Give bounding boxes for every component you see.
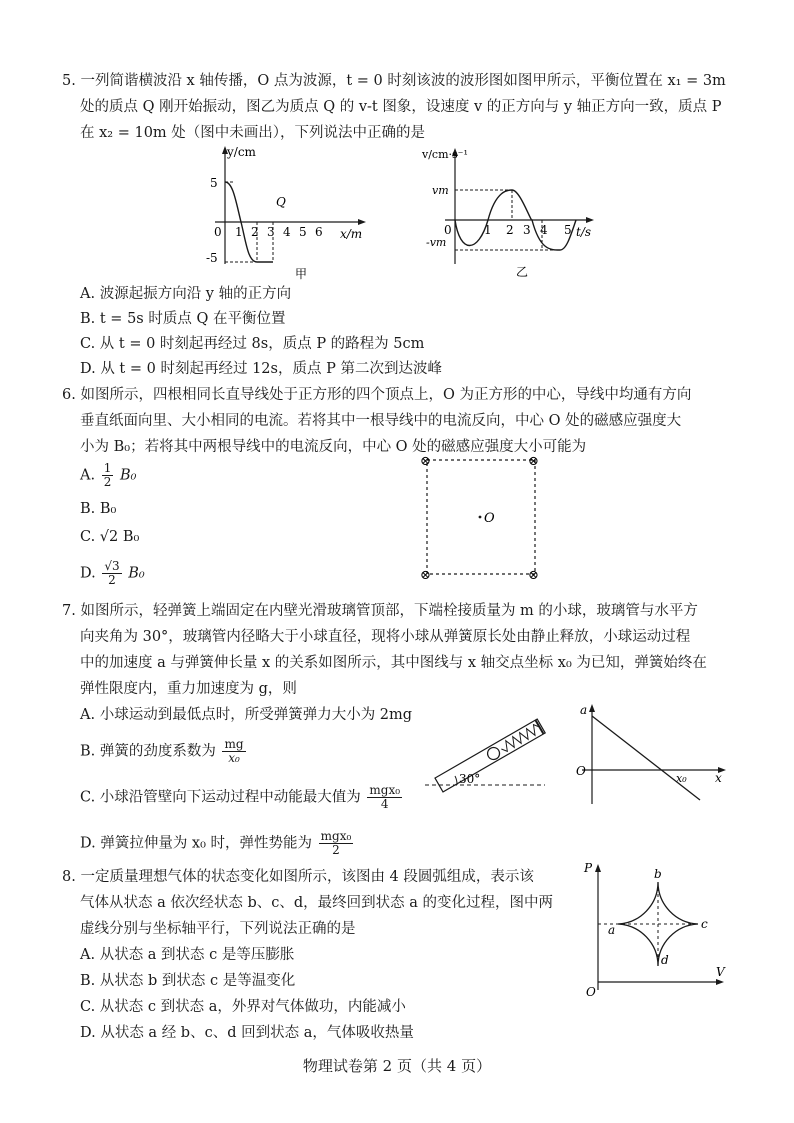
q6-option-d-fraction	[102, 560, 121, 587]
wire-bottom-left: ⊗	[420, 568, 431, 582]
q5-stem-line-2: 处的质点 Q 刚开始振动，图乙为质点 Q 的 v-t 图象，设速度 v 的正方向与 y 轴正方向一致，质点 P	[80, 99, 722, 115]
q5-option-b: B. t = 5s 时质点 Q 在平衡位置	[80, 311, 286, 327]
q6-option-a-label: A.	[80, 467, 96, 484]
q7-stem-line-1: 7. 如图所示，轻弹簧上端固定在内壁光滑玻璃管顶部，下端栓接质量为 m 的小球，玻璃管与水平方	[62, 603, 698, 619]
q6-stem-line-3: 小为 B₀；若将其中两根导线中的电流反向，中心 O 处的磁感应强度大小可能为	[80, 439, 587, 455]
q5-option-c: C. 从 t = 0 时刻起再经过 8s，质点 P 的路程为 5cm	[80, 336, 425, 352]
q7-stem-line-2: 向夹角为 30°，玻璃管内径略大于小球直径，现将小球从弹簧原长处由静止释放，小球运动过程	[80, 629, 691, 645]
pv-origin: O	[586, 985, 596, 999]
q8-option-a: A. 从状态 a 到状态 c 是等压膨胀	[80, 947, 295, 963]
q6-option-a-num: 1	[103, 461, 112, 475]
q7-option-d-den: 2	[332, 843, 340, 857]
q7-option-c-fraction	[367, 784, 402, 811]
q8-stem-line-2: 气体从状态 a 依次经状态 b、c、d，最终回到状态 a 的变化过程，图中两	[80, 895, 554, 911]
q8-pv-diagram	[580, 858, 730, 1000]
q5-figure-jia	[200, 142, 370, 282]
tube-angle-label: 30°	[459, 772, 481, 786]
fig1-ytick-5: 5	[210, 176, 218, 190]
center-o-label: O	[484, 511, 495, 526]
q8-option-b: B. 从状态 b 到状态 c 是等温变化	[80, 973, 296, 989]
q7-option-d-pre: D. 弹簧拉伸量为 x₀ 时，弹性势能为	[80, 835, 313, 852]
q7-option-a: A. 小球运动到最低点时，所受弹簧弹力大小为 2mg	[80, 707, 413, 723]
wire-bottom-right: ⊗	[528, 568, 539, 582]
fig1-xlabel: x/m	[340, 227, 363, 241]
fig1-caption: 甲	[295, 267, 308, 281]
q6-option-d-label: D.	[80, 565, 96, 582]
fig1-xtick-1: 1	[235, 225, 243, 239]
q7-option-b-fraction	[222, 738, 245, 765]
fig1-ytick-neg5: -5	[206, 251, 218, 265]
q6-option-a-fraction	[102, 462, 114, 489]
q7-option-d	[80, 830, 355, 857]
fig2-ylabel: v/cm·s⁻¹	[422, 148, 468, 161]
q7-option-c-num: mgx₀	[369, 783, 401, 797]
fig2-xtick-4: 4	[540, 223, 548, 237]
pv-label-a: a	[608, 923, 616, 937]
fig2-caption: 乙	[516, 265, 529, 279]
pv-xlabel: V	[716, 965, 725, 979]
pv-label-d: d	[661, 953, 669, 967]
graph-ylabel-a: a	[580, 703, 588, 717]
q7-option-b-pre: B. 弹簧的劲度系数为	[80, 743, 216, 760]
pv-ylabel: P	[584, 861, 593, 875]
q8-stem-line-1: 8. 一定质量理想气体的状态变化如图所示，该图由 4 段圆弧组成，表示该	[62, 869, 534, 885]
fig1-xtick-4: 4	[283, 225, 291, 239]
q6-option-a-tail: B₀	[119, 467, 137, 484]
q6-option-a-den: 2	[103, 475, 112, 489]
q8-option-c: C. 从状态 c 到状态 a，外界对气体做功，内能减小	[80, 999, 406, 1015]
page-footer: 物理试卷第 2 页（共 4 页）	[302, 1057, 492, 1075]
fig1-xtick-6: 6	[315, 225, 323, 239]
q6-option-d-num: √3	[104, 559, 120, 573]
fig2-xlabel: t/s	[576, 225, 592, 239]
pv-label-b: b	[654, 867, 662, 881]
q6-option-d-den: 2	[108, 573, 116, 587]
fig1-point-q: Q	[276, 195, 286, 209]
graph-xlabel-x: x	[715, 771, 722, 785]
fig2-xtick-3: 3	[523, 223, 531, 237]
pv-label-c: c	[701, 917, 708, 931]
q6-option-c: C. √2 B₀	[80, 529, 140, 545]
q5-stem-line-3: 在 x₂ = 10m 处（图中未画出），下列说法中正确的是	[80, 125, 426, 141]
q8-option-d: D. 从状态 a 经 b、c、d 回到状态 a，气体吸收热量	[80, 1025, 414, 1041]
fig2-xtick-1: 1	[484, 223, 492, 237]
q5-option-a: A. 波源起振方向沿 y 轴的正方向	[80, 286, 292, 302]
wire-top-left: ⊗	[420, 454, 431, 469]
graph-origin: O	[576, 764, 586, 778]
q7-option-d-fraction	[319, 830, 354, 857]
fig1-xtick-2: 2	[251, 225, 259, 239]
q6-stem-line-1: 6. 如图所示，四根相同长直导线处于正方形的四个顶点上，O 为正方形的中心，导线中均通有方向	[62, 387, 692, 403]
q6-option-d-tail: B₀	[128, 565, 145, 582]
q5-option-d: D. 从 t = 0 时刻起再经过 12s，质点 P 第二次到达波峰	[80, 361, 442, 377]
q7-option-c-pre: C. 小球沿管壁向下运动过程中动能最大值为	[80, 789, 361, 806]
q7-tube-figure	[425, 715, 555, 795]
q8-stem-line-3: 虚线分别与坐标轴平行，下列说法正确的是	[80, 921, 356, 937]
fig2-xtick-0: 0	[444, 223, 452, 237]
fig2-ytick-vm: vm	[432, 184, 449, 197]
q7-option-d-num: mgx₀	[320, 829, 352, 843]
wire-top-right: ⊗	[528, 454, 539, 469]
q7-option-b-num: mg	[224, 737, 244, 751]
q7-option-b	[80, 738, 248, 765]
fig1-ylabel: y/cm	[227, 145, 256, 159]
q6-wire-square-figure	[418, 450, 548, 582]
fig1-xtick-3: 3	[267, 225, 275, 239]
q5-stem-line-1: 5. 一列简谐横波沿 x 轴传播，O 点为波源，t = 0 时刻该波的波形图如图甲所示，平衡位置在 x₁ = 3m	[62, 73, 726, 89]
fig2-xtick-2: 2	[506, 223, 514, 237]
q5-figure-yi	[420, 142, 600, 282]
q6-option-a	[80, 462, 136, 489]
q7-stem-line-3: 中的加速度 a 与弹簧伸长量 x 的关系如图所示，其中图线与 x 轴交点坐标 x₀ 为已知，弹簧始终在	[80, 655, 707, 671]
q7-option-c-den: 4	[380, 797, 389, 811]
q7-a-x-graph	[572, 700, 732, 810]
graph-x0-label: x₀	[676, 772, 687, 785]
fig2-ytick-neg-vm: -vm	[426, 236, 447, 249]
q6-option-d	[80, 560, 145, 587]
fig1-xtick-0: 0	[214, 225, 222, 239]
q7-stem-line-4: 弹性限度内，重力加速度为 g，则	[80, 681, 297, 697]
q6-stem-line-2: 垂直纸面向里、大小相同的电流。若将其中一根导线中的电流反向，中心 O 处的磁感应强度大	[80, 413, 682, 429]
fig2-xtick-5: 5	[564, 223, 572, 237]
q7-option-c	[80, 784, 404, 811]
fig1-xtick-5: 5	[299, 225, 307, 239]
q7-option-b-den: x₀	[228, 751, 240, 765]
q6-option-b: B. B₀	[80, 501, 117, 517]
